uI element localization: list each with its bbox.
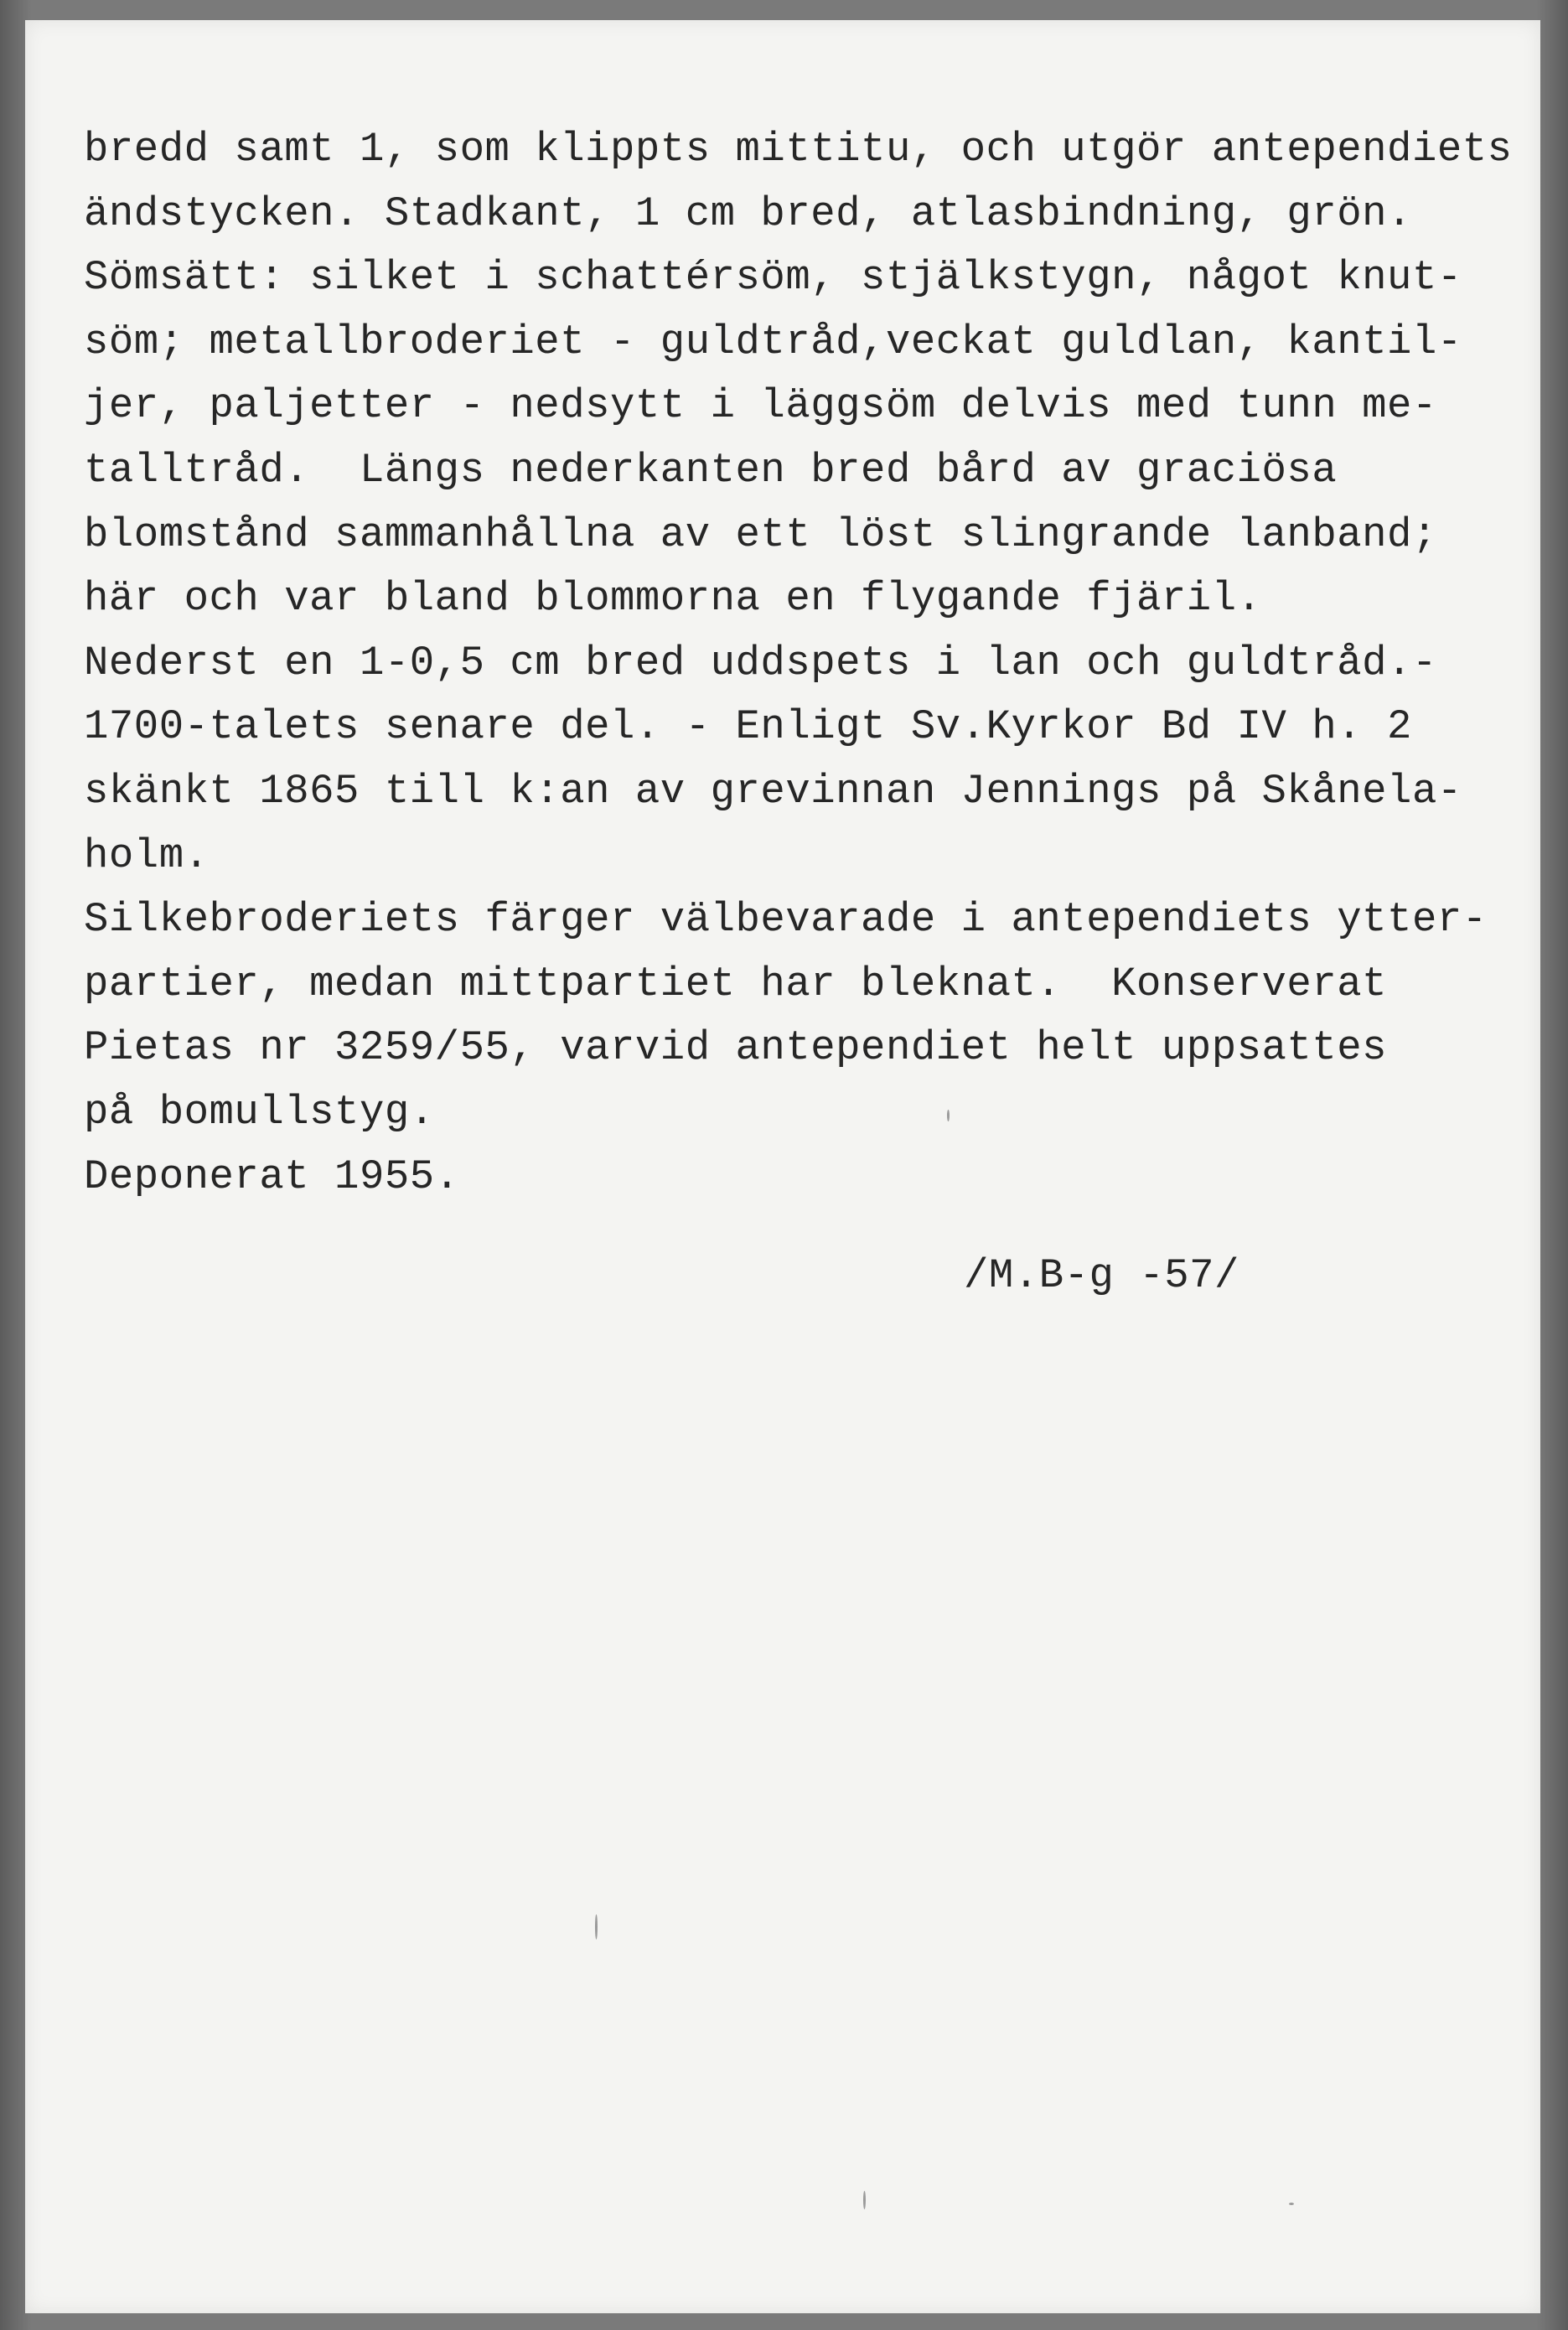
text-line: här och var bland blommorna en flygande fjäril. <box>84 575 1262 623</box>
text-line: söm; metallbroderiet - guldtråd,veckat guldlan, kantil- <box>84 318 1462 365</box>
text-line: Sömsätt: silket i schattérsöm, stjälkstygn, något knut- <box>84 254 1462 302</box>
text-line: på bomullstyg. <box>84 1088 435 1136</box>
text-line: 1700-talets senare del. - Enligt Sv.Kyrkor Bd IV h. 2 <box>84 703 1412 751</box>
text-line: skänkt 1865 till k:an av grevinnan Jennings på Skånela- <box>84 767 1462 815</box>
text-line: Nederst en 1-0,5 cm bred uddspets i lan och guldtråd.- <box>84 639 1437 686</box>
text-line: bredd samt 1, som klippts mittitu, och utgör antependiets <box>84 126 1513 173</box>
paper-speck <box>863 2191 866 2209</box>
text-line: blomstånd sammanhållna av ett löst slingrande lanband; <box>84 510 1437 558</box>
text-line: jer, paljetter - nedsytt i läggsöm delvis med tunn me- <box>84 382 1437 430</box>
paper-speck <box>947 1110 950 1121</box>
paper-speck <box>1289 2203 1294 2205</box>
text-line: talltråd. Längs nederkanten bred bård av graciösa <box>84 446 1338 494</box>
text-line: Silkebroderiets färger välbevarade i antependiets ytter- <box>84 896 1488 944</box>
text-line: partier, medan mittpartiet har bleknat. Konserverat <box>84 960 1388 1007</box>
text-line: Deponerat 1955. <box>84 1152 460 1200</box>
card-text <box>84 117 1534 1209</box>
text-line: holm. <box>84 831 210 879</box>
signature-initials: /M.B-g -57/ <box>964 1252 1239 1299</box>
text-line: Pietas nr 3259/55, varvid antependiet helt uppsattes <box>84 1024 1388 1072</box>
catalog-card <box>25 20 1540 2313</box>
paper-speck <box>595 1914 598 1939</box>
text-line: ändstycken. Stadkant, 1 cm bred, atlasbindning, grön. <box>84 189 1412 237</box>
